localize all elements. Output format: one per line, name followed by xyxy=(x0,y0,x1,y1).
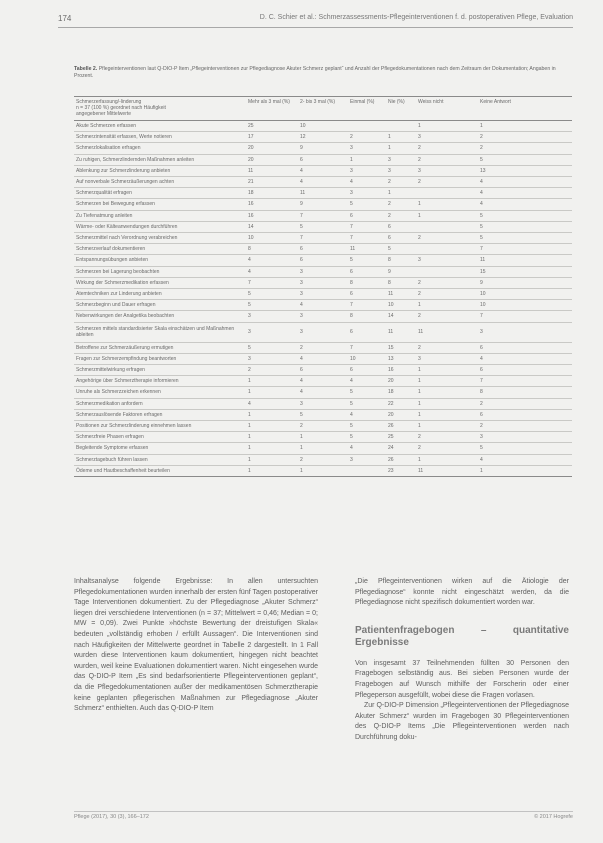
table-cell-value: 2 xyxy=(478,132,572,143)
table-cell-value: 3 xyxy=(348,143,386,154)
table-cell-value: 2 xyxy=(298,454,348,465)
table-row xyxy=(74,188,572,199)
table-cell-value: 2 xyxy=(298,342,348,353)
table-cell-value: 8 xyxy=(348,311,386,322)
table-cell-value: 1 xyxy=(386,188,416,199)
table-cell-value: 3 xyxy=(416,132,478,143)
table-cell-value: 3 xyxy=(298,289,348,300)
table-cell-value xyxy=(386,121,416,132)
table-cell-value: 2 xyxy=(416,311,478,322)
footer-rule xyxy=(74,811,573,812)
table-cell-value: 16 xyxy=(386,365,416,376)
table-cell-intervention: Schmerzverlauf dokumentieren xyxy=(74,244,246,255)
table-cell-intervention: Wirkung der Schmerzmedikation erfassen xyxy=(74,277,246,288)
table-row xyxy=(74,353,572,364)
page-footer xyxy=(74,814,573,824)
table-cell-intervention: Zu Tiefenatmung anleiten xyxy=(74,210,246,221)
table-cell-intervention: Schmerzlokalisation erfragen xyxy=(74,143,246,154)
table-cell-value: 2 xyxy=(416,443,478,454)
header-intervention: Schmerzerfassung/-linderung n = 37 (100 %) geordnet nach Häufigkeit angegebener Mittelwerte xyxy=(74,97,246,121)
table-cell-intervention: Unruhe als Schmerzzeichen erkennen xyxy=(74,387,246,398)
table-cell-value: 4 xyxy=(348,177,386,188)
table-cell-value: 9 xyxy=(298,199,348,210)
table-row xyxy=(74,177,572,188)
table-cell-value: 5 xyxy=(348,255,386,266)
table-cell-value: 10 xyxy=(478,289,572,300)
table-cell-value: 15 xyxy=(386,342,416,353)
table-cell-value: 4 xyxy=(298,353,348,364)
table-row xyxy=(74,443,572,454)
table-cell-value: 11 xyxy=(416,322,478,342)
table-cell-value: 6 xyxy=(348,210,386,221)
table-cell-intervention: Schmerztagebuch führen lassen xyxy=(74,454,246,465)
table-row xyxy=(74,132,572,143)
table-cell-value: 1 xyxy=(416,365,478,376)
table-cell-value: 5 xyxy=(478,221,572,232)
table-cell-value: 8 xyxy=(478,387,572,398)
table-cell-intervention: Angehörige über Schmerztherapie informieren xyxy=(74,376,246,387)
table-cell-value: 3 xyxy=(298,322,348,342)
table-cell-value: 4 xyxy=(298,177,348,188)
table-cell-value: 15 xyxy=(478,266,572,277)
table-cell-value: 3 xyxy=(298,398,348,409)
table-row xyxy=(74,266,572,277)
table-cell-value: 4 xyxy=(246,255,298,266)
table-row xyxy=(74,121,572,132)
table-cell-value: 3 xyxy=(386,154,416,165)
table-cell-intervention: Zu ruhigen, Schmerzlindernden Maßnahmen anleiten xyxy=(74,154,246,165)
table-cell-intervention: Schmerzqualität erfragen xyxy=(74,188,246,199)
table-cell-value: 5 xyxy=(478,154,572,165)
table-cell-value: 3 xyxy=(348,165,386,176)
table-cell-value: 4 xyxy=(348,409,386,420)
table-cell-value: 3 xyxy=(298,277,348,288)
table-cell-value: 11 xyxy=(386,289,416,300)
table-cell-value: 6 xyxy=(348,289,386,300)
header-2-to-3: 2- bis 3 mal (%) xyxy=(298,97,348,121)
table-cell-intervention: Atemtechniken zur Linderung anbieten xyxy=(74,289,246,300)
table-cell-value: 24 xyxy=(386,443,416,454)
table-cell-value: 5 xyxy=(246,289,298,300)
table-cell-intervention: Schmerzintensität erfassen, Werte notieren xyxy=(74,132,246,143)
table-row xyxy=(74,421,572,432)
table-cell-value: 3 xyxy=(246,353,298,364)
table-cell-value: 7 xyxy=(246,277,298,288)
table-row xyxy=(74,199,572,210)
table-cell-intervention: Betroffene zur Schmerzäußerung ermutigen xyxy=(74,342,246,353)
table-cell-value: 6 xyxy=(348,322,386,342)
table-cell-value: 3 xyxy=(246,311,298,322)
table-row xyxy=(74,465,572,476)
table-cell-value: 2 xyxy=(386,177,416,188)
table-cell-value: 1 xyxy=(246,387,298,398)
table-cell-value: 26 xyxy=(386,454,416,465)
table-cell-intervention: Schmerzmittel nach Verordnung verabreichen xyxy=(74,233,246,244)
table-cell-value: 9 xyxy=(386,266,416,277)
table-cell-value: 2 xyxy=(416,233,478,244)
table-cell-intervention: Schmerzfreie Phasen erfragen xyxy=(74,432,246,443)
table-row xyxy=(74,342,572,353)
table-cell-value xyxy=(416,188,478,199)
table-cell-intervention: Nebenwirkungen der Analgetika beobachten xyxy=(74,311,246,322)
table-cell-value: 10 xyxy=(298,121,348,132)
table-cell-value: 1 xyxy=(416,210,478,221)
table-row xyxy=(74,210,572,221)
table-row xyxy=(74,233,572,244)
section-heading: Patientenfragebogen – quantitative Ergebnisse xyxy=(355,624,569,648)
table-cell-value: 16 xyxy=(246,210,298,221)
table-cell-value: 4 xyxy=(478,188,572,199)
table-cell-value: 13 xyxy=(478,165,572,176)
table-cell-value: 1 xyxy=(386,132,416,143)
table-cell-value: 20 xyxy=(246,143,298,154)
table-cell-value: 4 xyxy=(478,177,572,188)
table-row xyxy=(74,432,572,443)
table-cell-value: 2 xyxy=(478,421,572,432)
table-cell-value: 20 xyxy=(386,376,416,387)
table-cell-value: 5 xyxy=(298,221,348,232)
table-row xyxy=(74,244,572,255)
table-cell-value: 4 xyxy=(478,199,572,210)
table-cell-value: 3 xyxy=(416,353,478,364)
table-row xyxy=(74,365,572,376)
table-cell-intervention: Fragen zur Schmerzempfindung beantworten xyxy=(74,353,246,364)
footer-copyright: © 2017 Hogrefe xyxy=(534,814,573,820)
table-cell-value: 4 xyxy=(298,165,348,176)
table-cell-value: 2 xyxy=(416,342,478,353)
table-cell-value: 5 xyxy=(348,199,386,210)
table-row xyxy=(74,143,572,154)
right-paragraph-2: Von insgesamt 37 Teilnehmenden füllten 30 Personen den Fragebogen selbständig aus. Bei sieben Personen wurde der Fragebogen auf Wunsch mithilfe der Forscherin oder einer Pflegeperson ausgefüllt, wobei diese die Fragen vorlasen. xyxy=(355,659,569,699)
table-cell-value: 6 xyxy=(298,365,348,376)
table-cell-value: 4 xyxy=(246,266,298,277)
left-paragraph: Inhaltsanalyse folgende Ergebnisse: In allen untersuchten Pflegedokumentationen wurden innerhalb der ersten fünf Tagen postoperativer Tage Interventionen dokumentiert. Zu der Pflegediagnose „Akuter Schmerz“ liegen drei verschiedene Interventionen (n = 37; Mittelwert = 0,46; Median = 0; MW = 0,09). Zwei Punkte »höchste Bewertung der dreistufigen Skala« bedeuten „vollständig erhoben / erfüllt Aussagen“. Die Interventionen sind nach Häufigkeiten der Mittelwerte geordnet in Tabelle 2 dargestellt. In 1 Fall wurden diese Interventionen kaum dokumentiert, hingegen nicht beachtet wurden, weil keine Evaluationen dokumentiert waren. Nicht eingesehen wurde das Q-DIO-P Item „Es sind bedarfsorientierte Pflegeinterventionen geplant“, da die Pflegedokumentationen außer der medikamentösen Schmerztherapie keine geplanten pflegerischen Maßnahmen zur Pflegediagnose „Akuter Schmerz“ enthielten. Auch das Q-DIO-P Item xyxy=(74,578,318,713)
table-cell-value: 4 xyxy=(478,353,572,364)
table-cell-value: 6 xyxy=(478,365,572,376)
table-cell-value: 5 xyxy=(478,443,572,454)
header-no-answer: Keine Antwort xyxy=(478,97,572,121)
table-cell-value: 13 xyxy=(386,353,416,364)
table-cell-value: 12 xyxy=(298,132,348,143)
table-row xyxy=(74,322,572,342)
table-cell-value: 2 xyxy=(478,398,572,409)
right-text-column xyxy=(355,577,569,744)
table-cell-value: 7 xyxy=(298,233,348,244)
table-cell-value: 8 xyxy=(348,277,386,288)
table-cell-value: 2 xyxy=(416,432,478,443)
table-cell-value: 2 xyxy=(386,210,416,221)
table-cell-value: 6 xyxy=(386,221,416,232)
table-cell-value: 5 xyxy=(348,421,386,432)
table-cell-value: 5 xyxy=(246,342,298,353)
table-cell-value: 4 xyxy=(478,454,572,465)
table-cell-value: 7 xyxy=(348,342,386,353)
table-cell-value: 11 xyxy=(246,165,298,176)
table-cell-value xyxy=(348,121,386,132)
table-row xyxy=(74,387,572,398)
table-cell-value: 5 xyxy=(478,233,572,244)
table-cell-value: 1 xyxy=(246,432,298,443)
table-row xyxy=(74,454,572,465)
table-cell-value: 1 xyxy=(386,143,416,154)
table-cell-intervention: Wärme- oder Kälteanwendungen durchführen xyxy=(74,221,246,232)
right-paragraph-1: „Die Pflegeinterventionen wirken auf die Ätiologie der Pflegediagnose“ konnte nicht eingeschätzt werden, da die Pflegediagnose nicht spezifisch dokumentiert worden war. xyxy=(355,578,569,607)
table-cell-value: 2 xyxy=(416,177,478,188)
table-cell-value: 1 xyxy=(416,300,478,311)
table-cell-value: 5 xyxy=(298,409,348,420)
table-cell-value: 1 xyxy=(348,154,386,165)
table-row xyxy=(74,255,572,266)
table-cell-value: 7 xyxy=(348,300,386,311)
table-cell-intervention: Ablenkung zur Schmerzlinderung anbieten xyxy=(74,165,246,176)
table-caption xyxy=(74,66,564,80)
interventions-table xyxy=(74,96,572,477)
table-row xyxy=(74,376,572,387)
table-cell-value: 3 xyxy=(348,454,386,465)
table-cell-value: 18 xyxy=(246,188,298,199)
table-cell-value: 5 xyxy=(478,210,572,221)
table-cell-value: 1 xyxy=(416,409,478,420)
table-cell-value: 3 xyxy=(416,165,478,176)
table-cell-value: 1 xyxy=(416,121,478,132)
table-cell-value xyxy=(416,244,478,255)
table-row xyxy=(74,221,572,232)
table-cell-value: 1 xyxy=(246,409,298,420)
table-cell-value: 9 xyxy=(298,143,348,154)
table-cell-value: 16 xyxy=(246,199,298,210)
table-cell-value: 1 xyxy=(246,421,298,432)
table-cell-value: 1 xyxy=(246,465,298,476)
table-cell-value: 4 xyxy=(246,398,298,409)
table-cell-value: 1 xyxy=(416,398,478,409)
table-row xyxy=(74,154,572,165)
table-cell-intervention: Schmerzmedikation anfordern xyxy=(74,398,246,409)
header-once: Einmal (%) xyxy=(348,97,386,121)
table-cell-value: 22 xyxy=(386,398,416,409)
header-never: Nie (%) xyxy=(386,97,416,121)
table-cell-value: 7 xyxy=(348,233,386,244)
table-cell-value: 6 xyxy=(348,365,386,376)
table-cell-value: 1 xyxy=(246,454,298,465)
table-cell-value: 7 xyxy=(478,244,572,255)
table-cell-intervention: Schmerzen bei Bewegung erfassen xyxy=(74,199,246,210)
table-cell-value: 20 xyxy=(386,409,416,420)
table-cell-value: 25 xyxy=(386,432,416,443)
table-cell-value: 6 xyxy=(348,266,386,277)
table-cell-value: 4 xyxy=(298,387,348,398)
table-cell-value: 11 xyxy=(348,244,386,255)
table-cell-value: 6 xyxy=(386,233,416,244)
table-cell-value: 2 xyxy=(478,143,572,154)
table-cell-value: 2 xyxy=(416,143,478,154)
table-cell-value: 7 xyxy=(348,221,386,232)
table-body xyxy=(74,121,572,477)
table-cell-value: 11 xyxy=(478,255,572,266)
table-cell-value: 1 xyxy=(416,421,478,432)
table-cell-value: 1 xyxy=(478,465,572,476)
table-row xyxy=(74,289,572,300)
running-header xyxy=(58,14,573,26)
table-cell-intervention: Schmerzen mittels standardisierter Skala einschätzen und Maßnahmen ableiten xyxy=(74,322,246,342)
table-row xyxy=(74,409,572,420)
footer-citation: Pflege (2017), 30 (3), 166–172 xyxy=(74,814,149,820)
table-cell-value: 10 xyxy=(348,353,386,364)
table-cell-value: 1 xyxy=(416,199,478,210)
table-cell-value: 10 xyxy=(246,233,298,244)
table-cell-value: 1 xyxy=(298,465,348,476)
table-cell-value: 11 xyxy=(298,188,348,199)
caption-text: Pflegeinterventionen laut Q-DIO-P Item „Pflegeinterventionen zur Pflegediagnose Akuter Schmerz geplant“ und Anzahl der Pflegedokumentationen nach dem Zeitraum der Dokumentation; Angaben in Prozent. xyxy=(74,66,556,79)
table-cell-value: 2 xyxy=(298,421,348,432)
page-number: 174 xyxy=(58,14,72,23)
table-cell-value: 2 xyxy=(348,132,386,143)
table-cell-value: 6 xyxy=(478,409,572,420)
table-cell-intervention: Schmerzauslösende Faktoren erfragen xyxy=(74,409,246,420)
table-cell-value: 6 xyxy=(298,154,348,165)
table-cell-value: 21 xyxy=(246,177,298,188)
table-cell-value: 14 xyxy=(386,311,416,322)
table-cell-value: 3 xyxy=(348,188,386,199)
header-more-than-3: Mehr als 3 mal (%) xyxy=(246,97,298,121)
table-cell-intervention: Auf nonverbale Schmerzäußerungen achten xyxy=(74,177,246,188)
table-cell-intervention: Akute Schmerzen erfassen xyxy=(74,121,246,132)
header-dont-know: Weiss nicht xyxy=(416,97,478,121)
table-cell-intervention: Schmerzbeginn und Dauer erfragen xyxy=(74,300,246,311)
right-paragraph-3: Zur Q-DIO-P Dimension „Pflegeinterventionen der Pflegediagnose Akuter Schmerz“ wurden im Fragebogen 30 Pflegeinterventionen des Q-DIO-P Items „Die Pflegeinterventionen werden nach Durchführung doku- xyxy=(355,702,569,741)
table-cell-value: 11 xyxy=(386,322,416,342)
table-cell-value: 26 xyxy=(386,421,416,432)
table-cell-value: 3 xyxy=(298,311,348,322)
table-row xyxy=(74,277,572,288)
table-cell-value: 10 xyxy=(478,300,572,311)
table-cell-value: 3 xyxy=(416,255,478,266)
table-cell-intervention: Schmerzmittelwirkung erfragen xyxy=(74,365,246,376)
table-cell-intervention: Entspannungsübungen anbieten xyxy=(74,255,246,266)
header-rule xyxy=(58,27,573,28)
table-cell-value: 10 xyxy=(386,300,416,311)
table-cell-value: 9 xyxy=(478,277,572,288)
table-cell-value: 1 xyxy=(416,454,478,465)
table-cell-value: 4 xyxy=(298,300,348,311)
table-cell-intervention: Schmerzen bei Lagerung beobachten xyxy=(74,266,246,277)
table-row xyxy=(74,165,572,176)
table-row xyxy=(74,398,572,409)
table-cell-intervention: Positionen zur Schmerzlinderung einnehmen lassen xyxy=(74,421,246,432)
table-cell-value: 3 xyxy=(478,432,572,443)
table-cell-value xyxy=(416,221,478,232)
table-cell-value: 7 xyxy=(298,210,348,221)
table-cell-value: 2 xyxy=(386,199,416,210)
table-cell-value: 1 xyxy=(298,432,348,443)
table-row xyxy=(74,311,572,322)
table-cell-value xyxy=(348,465,386,476)
table-cell-value: 2 xyxy=(416,154,478,165)
table-cell-value: 1 xyxy=(246,376,298,387)
table-cell-value: 3 xyxy=(246,322,298,342)
table-cell-value: 3 xyxy=(386,165,416,176)
table-cell-value: 8 xyxy=(386,277,416,288)
table-cell-intervention: Begleitende Symptome erfassen xyxy=(74,443,246,454)
table-cell-value: 5 xyxy=(348,432,386,443)
table-cell-value: 1 xyxy=(478,121,572,132)
table-cell-value: 6 xyxy=(298,255,348,266)
table-header-row xyxy=(74,97,572,121)
table-row xyxy=(74,300,572,311)
table-cell-value: 1 xyxy=(298,443,348,454)
table-cell-value: 5 xyxy=(348,398,386,409)
table-cell-value: 5 xyxy=(386,244,416,255)
table-cell-value: 1 xyxy=(246,443,298,454)
caption-label: Tabelle 2. xyxy=(74,66,98,72)
table-cell-value: 2 xyxy=(416,277,478,288)
left-text-column xyxy=(74,577,318,715)
table-cell-value: 1 xyxy=(416,376,478,387)
table-cell-value: 2 xyxy=(246,365,298,376)
table-cell-value: 11 xyxy=(416,465,478,476)
table-cell-value: 4 xyxy=(348,376,386,387)
table-cell-value: 6 xyxy=(478,342,572,353)
table-cell-value: 1 xyxy=(416,387,478,398)
table-cell-value: 4 xyxy=(348,443,386,454)
table-cell-value: 4 xyxy=(298,376,348,387)
table-cell-intervention: Ödeme und Hautbeschaffenheit beurteilen xyxy=(74,465,246,476)
table-cell-value: 5 xyxy=(246,300,298,311)
table-cell-value: 7 xyxy=(478,376,572,387)
table-cell-value: 3 xyxy=(298,266,348,277)
table-cell-value: 20 xyxy=(246,154,298,165)
table-cell-value: 8 xyxy=(386,255,416,266)
table-cell-value: 2 xyxy=(416,289,478,300)
table-cell-value: 25 xyxy=(246,121,298,132)
running-title: D. C. Schier et al.: Schmerzassessments-Pflegeinterventionen f. d. postoperativen Pflege, Evaluation xyxy=(259,14,573,21)
table-cell-value: 14 xyxy=(246,221,298,232)
table-cell-value: 18 xyxy=(386,387,416,398)
table-cell-value: 6 xyxy=(298,244,348,255)
table-cell-value: 23 xyxy=(386,465,416,476)
table-cell-value: 3 xyxy=(478,322,572,342)
table-cell-value: 5 xyxy=(348,387,386,398)
table-cell-value: 8 xyxy=(246,244,298,255)
table-cell-value: 7 xyxy=(478,311,572,322)
table-cell-value: 17 xyxy=(246,132,298,143)
table-cell-value xyxy=(416,266,478,277)
